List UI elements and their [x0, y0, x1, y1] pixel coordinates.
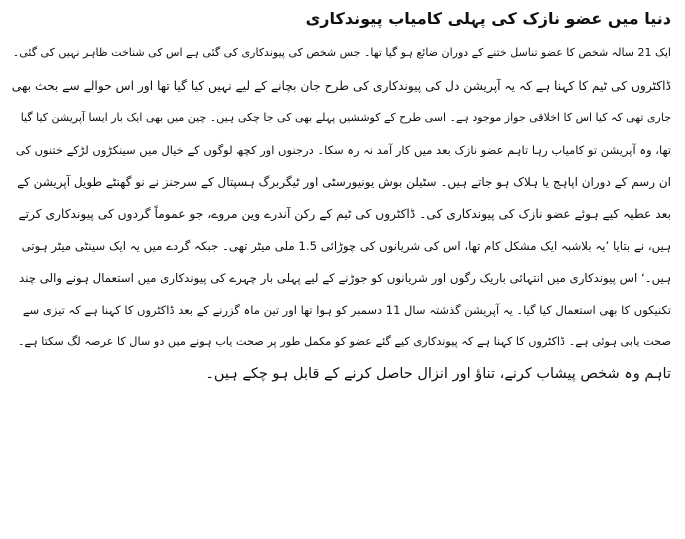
body-line: ایک 21 سالہ شخص کا عضو تناسل ختنے کے دوران ضائع ہو گیا تھا۔ جس شخص کی پیوندکاری کی گئی ہے اس کی شناخت ظاہر نہیں کی گئی۔ — [12, 46, 671, 59]
body-line: ہیں۔‘ اس پیوندکاری میں انتہائی باریک رگوں اور شریانوں کو جوڑنے کے لیے پہلی بار چہرے کی پیوندکاری میں استعمال ہونے والی چند — [19, 271, 671, 285]
article-headline: دنیا میں عضو نازک کی پہلی کامیاب پیوندکاری — [305, 9, 671, 28]
article-body — [10, 36, 671, 390]
body-line: تکنیکوں کا بھی استعمال کیا گیا۔ یہ آپریشن گذشتہ سال 11 دسمبر کو ہوا تھا اور تین ماہ گزرنے کے بعد ڈاکٹروں کا کہنا ہے کہ تیزی سے — [22, 303, 671, 317]
body-line: جاری تھی کہ کیا اس کا اخلاقی جواز موجود ہے۔ اسی طرح کے کوششیں پہلے بھی کی جا چکی ہیں۔ چین میں بھی ایک بار ایسا آپریشن کیا گیا — [20, 111, 671, 124]
body-line: تھا، وہ آپریشن تو کامیاب رہا تاہم عضو نازک بعد میں کار آمد نہ رہ سکا۔ درجنوں اور کچھ لوگوں کے خیال میں سینکڑوں لڑکے ختنوں کی — [15, 143, 671, 157]
body-line: بعد عطیہ کیے ہوئے عضو نازک کی پیوندکاری کی۔ ڈاکٹروں کی ٹیم کے رکن آندرے وین مروے، جو عموماً گردوں کی پیوندکاری کرتے — [18, 207, 671, 221]
body-line: ان رسم کے دوران اپاہج یا ہلاک ہو جاتے ہیں۔ سٹیلن بوش یونیورسٹی اور ٹیگربرگ ہسپتال کے سرجنز نے نو گھنٹے طویل آپریشن کے — [17, 175, 671, 189]
body-line: صحت یابی ہوئی ہے۔ ڈاکٹروں کا کہنا ہے کہ پیوندکاری کیے گئے عضو کو مکمل طور پر صحت یاب ہونے میں دو سال کا عرصہ لگ سکتا ہے۔ — [17, 335, 671, 348]
body-line: تاہم وہ شخص پیشاب کرنے، تناؤ اور انزال حاصل کرنے کے قابل ہو چکے ہیں۔ — [205, 366, 671, 382]
body-line: ہیں، نے بتایا ’یہ بلاشبہ ایک مشکل کام تھا، اس کی شریانوں کی چوڑائی 1.5 ملی میٹر تھی۔ جبکہ گردے میں یہ ایک سینٹی میٹر ہوتی — [21, 239, 671, 253]
body-line: ڈاکٹروں کی ٹیم کا کہنا ہے کہ یہ آپریشن دل کی پیوندکاری کی طرح جان بچانے کے لیے نہیں کیا گیا تھا اور اس حوالے سے بحث بھی — [11, 79, 671, 93]
